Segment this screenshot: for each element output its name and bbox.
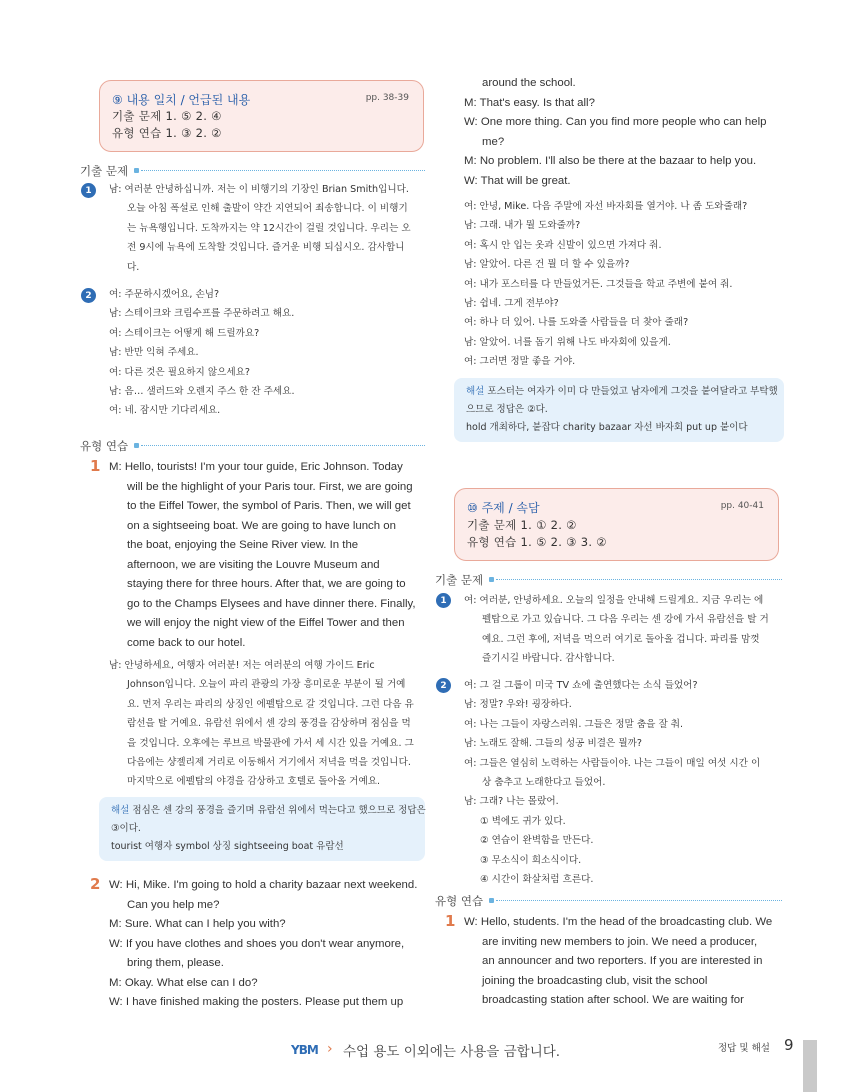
text-line: ④ 시간이 화살처럼 흐른다. xyxy=(480,874,594,886)
text-line: 람선을 탈 거예요. 유람선 위에서 센 강의 풍경을 감상하며 점심을 먹 xyxy=(127,718,411,730)
vocab-list: hold 개최하다, 붙잡다 charity bazaar 자선 바자회 put up 붙이다 xyxy=(466,422,748,433)
english-script-p2-continued xyxy=(464,74,784,191)
section-dot xyxy=(489,898,494,903)
text-line: M: Sure. What can I help you with? xyxy=(109,918,286,930)
explanation-text: 포스터는 여자가 이미 다 만들었고 남자에게 그것을 붙여달라고 부탁했 xyxy=(487,386,778,397)
korean-script-q1 xyxy=(109,180,427,277)
text-line: 남: 반만 익혀 주세요. xyxy=(109,347,199,359)
text-line: 남: 안녕하세요, 여행자 여러분! 저는 여러분의 여행 가이드 Eric xyxy=(109,660,375,671)
text-line: 남: 그래. 내가 뭘 도와줄까? xyxy=(464,220,581,232)
text-line: 여: 혹시 안 입는 옷과 신발이 있으면 가져다 줘. xyxy=(464,239,662,251)
section-dot xyxy=(489,577,494,582)
text-line: joining the broadcasting club, visit the school xyxy=(482,974,708,987)
text-line: 여: 나는 그들이 자랑스러워. 그들은 정말 춤을 잘 춰. xyxy=(464,718,684,730)
explanation-box-p1 xyxy=(99,797,425,861)
section-divider xyxy=(141,170,425,171)
explanation-text: ③이다. xyxy=(111,823,141,834)
text-line: 다. xyxy=(127,261,140,273)
text-line: ① 벽에도 귀가 있다. xyxy=(480,816,566,827)
text-line: 전 9시에 뉴욕에 도착할 것입니다. 즐거운 비행 되십시오. 감사합니 xyxy=(127,242,405,254)
text-line: 상 춤추고 노래한다고 들었어. xyxy=(482,777,606,789)
text-line: 여: 네. 잠시만 기다리세요. xyxy=(109,405,221,417)
practice-number: 1 xyxy=(445,912,456,930)
korean-script-q2 xyxy=(109,285,427,421)
answer-row-past-exam: 기출 문제 1. ① 2. ② xyxy=(467,518,577,532)
section-divider xyxy=(141,445,425,446)
text-line: 남: 여러분 안녕하십니까. 저는 이 비행기의 기장인 Brian Smith입니다. xyxy=(109,184,409,195)
text-line: afternoon, we are visiting the Louvre Museum and xyxy=(127,558,380,571)
answer-box-title: ⑨ 내용 일치 / 언급된 내용 xyxy=(112,93,251,107)
text-line: M: Hello, tourists! I'm your tour guide, Eric Johnson. Today xyxy=(109,461,403,473)
explanation-text: 점심은 센 강의 풍경을 즐기며 유람선 위에서 먹는다고 했으므로 정답은 xyxy=(132,805,426,816)
question-number-badge: 1 xyxy=(81,183,96,198)
korean-script-p2 xyxy=(464,197,784,372)
text-line: me? xyxy=(482,135,505,148)
text-line: M: That's easy. Is that all? xyxy=(464,96,595,109)
text-line: 오늘 아침 폭설로 인해 출발이 약간 지연되어 죄송합니다. 이 비행기 xyxy=(127,203,408,215)
explanation-box-p2 xyxy=(454,378,784,442)
text-line: 여: 여러분, 안녕하세요. 오늘의 일정을 안내해 드릴게요. 지금 우리는 에 xyxy=(464,595,764,606)
text-line: 요. 먼저 우리는 파리의 상징인 에펠탑으로 갈 것입니다. 그런 다음 유 xyxy=(127,698,414,710)
text-line: around the school. xyxy=(482,77,576,89)
korean-script-p1 xyxy=(109,656,427,792)
section-title-practice: 유형 연습 xyxy=(435,894,484,908)
text-line: 여: 다른 것은 필요하지 않으세요? xyxy=(109,366,251,378)
text-line: 다음에는 샹젤리제 거리로 이동해서 거기에서 저녁을 먹을 것입니다. xyxy=(127,757,411,769)
text-line: 예요. 그런 후에, 저녁을 먹으러 여기로 돌아올 겁니다. 파리를 맘껏 xyxy=(482,633,760,645)
text-line: 즐기시길 바랍니다. 감사합니다. xyxy=(482,653,615,665)
text-line: 을 것입니다. 오후에는 루브르 박물관에 가서 세 시간 있을 거예요. 그 xyxy=(127,737,414,749)
explanation-label: 해설 xyxy=(466,386,485,397)
text-line: to the Eiffel Tower, the symbol of Paris. Then, we will get xyxy=(127,500,411,512)
text-line: are inviting new members to join. We need a producer, xyxy=(482,935,758,948)
text-line: 마지막으로 에펠탑의 야경을 감상하고 호텔로 돌아올 거예요. xyxy=(127,776,381,788)
text-line: 남: 알았어. 다른 건 뭘 더 할 수 있을까? xyxy=(464,259,630,271)
section-divider xyxy=(496,900,782,901)
answer-box-9 xyxy=(99,80,424,152)
text-line: bring them, please. xyxy=(127,957,224,969)
text-line: 남: 노래도 잘해. 그들의 성공 비결은 뭘까? xyxy=(464,738,642,750)
section-title-practice: 유형 연습 xyxy=(80,439,129,453)
text-line: 남: 쉽네. 그게 전부야? xyxy=(464,298,559,310)
text-line: 펠탑으로 가고 있습니다. 그 다음 우리는 센 강에 가서 유람선을 탈 거 xyxy=(482,614,769,626)
vocab-list: tourist 여행자 symbol 상징 sightseeing boat 유람선 xyxy=(111,841,344,852)
text-line: broadcasting station after school. We are waiting for xyxy=(482,994,744,1006)
korean-script-q2 xyxy=(464,676,784,812)
explanation-label: 해설 xyxy=(111,805,130,816)
text-line: 남: 스테이크와 크림수프를 주문하려고 해요. xyxy=(109,308,295,320)
text-line: W: Hi, Mike. I'm going to hold a charity bazaar next weekend. xyxy=(109,879,418,891)
text-line: on a sightseeing boat. We are going to have lunch on xyxy=(127,519,396,532)
text-line: W: I have finished making the posters. Please put them up xyxy=(109,996,404,1008)
english-script-p2 xyxy=(109,876,427,1013)
text-line: Johnson입니다. 오늘이 파리 관광의 가장 흥미로운 부분이 될 거예 xyxy=(127,679,406,691)
answer-options xyxy=(480,812,780,890)
practice-number: 1 xyxy=(90,457,101,475)
english-script-p1 xyxy=(109,458,427,653)
text-line: 남: 정말? 우와! 굉장하다. xyxy=(464,699,572,711)
text-line: M: Okay. What else can I do? xyxy=(109,976,258,989)
english-script-p1 xyxy=(464,913,784,1011)
copyright-notice: 수업 용도 이외에는 사용을 금합니다. xyxy=(343,1044,561,1060)
korean-script-q1 xyxy=(464,591,784,669)
question-number-badge: 2 xyxy=(436,678,451,693)
page-edge-tab xyxy=(803,1040,817,1092)
text-line: 여: 그 걸 그룹이 미국 TV 쇼에 출연했다는 소식 들었어? xyxy=(464,680,698,691)
text-line: 여: 주문하시겠어요, 손님? xyxy=(109,289,220,300)
answer-row-practice: 유형 연습 1. ⑤ 2. ③ 3. ② xyxy=(467,535,607,549)
text-line: 여: 스테이크는 어떻게 해 드릴까요? xyxy=(109,327,260,339)
text-line: an announcer and two reporters. If you are interested in xyxy=(482,955,763,967)
text-line: W: One more thing. Can you find more people who can help xyxy=(464,116,767,128)
text-line: W: That will be great. xyxy=(464,174,571,187)
text-line: W: If you have clothes and shoes you don't wear anymore, xyxy=(109,937,405,950)
text-line: ③ 무소식이 희소식이다. xyxy=(480,854,582,866)
answer-box-pages: pp. 38-39 xyxy=(365,93,409,103)
question-number-badge: 2 xyxy=(81,288,96,303)
text-line: 여: 그들은 열심히 노력하는 사람들이야. 나는 그들이 매일 여섯 시간 이 xyxy=(464,757,761,769)
text-line: 여: 내가 포스터를 다 만들었거든. 그것들을 학교 주변에 붙여 줘. xyxy=(464,278,733,290)
text-line: staying there for three hours. After that, we are going to xyxy=(127,578,406,590)
section-title-past-exam: 기출 문제 xyxy=(80,164,129,178)
text-line: go to the Champs Elysees and have dinner there. Finally, xyxy=(127,597,416,610)
section-dot xyxy=(134,443,139,448)
text-line: W: Hello, students. I'm the head of the broadcasting club. We xyxy=(464,916,773,928)
answer-row-past-exam: 기출 문제 1. ⑤ 2. ④ xyxy=(112,109,222,123)
answer-box-10 xyxy=(454,488,779,561)
text-line: we will enjoy the night view of the Eiffel Tower and then xyxy=(127,617,405,629)
ybm-logo: YBM xyxy=(291,1043,318,1057)
text-line: 남: 알았어. 너를 돕기 위해 나도 바자회에 있을게. xyxy=(464,336,671,348)
explanation-text: 으므로 정답은 ②다. xyxy=(466,404,548,415)
text-line: Can you help me? xyxy=(127,898,220,911)
section-dot xyxy=(134,168,139,173)
text-line: the boat, enjoying the Seine River view. In the xyxy=(127,539,359,551)
text-line: 남: 그래? 나는 몰랐어. xyxy=(464,796,559,808)
question-number-badge: 1 xyxy=(436,593,451,608)
text-line: 는 뉴욕행입니다. 도착까지는 약 12시간이 걸릴 것입니다. 우리는 오 xyxy=(127,222,411,234)
answer-box-pages: pp. 40-41 xyxy=(720,501,764,511)
text-line: M: No problem. I'll also be there at the bazaar to help you. xyxy=(464,155,757,167)
practice-number: 2 xyxy=(90,875,101,893)
text-line: 여: 안녕, Mike. 다음 주말에 자선 바자회를 열거야. 나 좀 도와줄래? xyxy=(464,201,748,212)
text-line: ② 연습이 완벽함을 만든다. xyxy=(480,835,594,847)
text-line: 남: 음… 샐러드와 오렌지 주스 한 잔 주세요. xyxy=(109,386,295,398)
answer-box-title: ⑩ 주제 / 속담 xyxy=(467,501,540,515)
chevron-right-icon: › xyxy=(327,1041,333,1057)
page-number: 9 xyxy=(784,1036,794,1054)
section-divider xyxy=(496,579,782,580)
text-line: 여: 그러면 정말 좋을 거야. xyxy=(464,356,576,368)
answer-row-practice: 유형 연습 1. ③ 2. ② xyxy=(112,126,222,140)
text-line: will be the highlight of your Paris tour. First, we are going xyxy=(127,480,413,493)
section-title-past-exam: 기출 문제 xyxy=(435,573,484,587)
footer-section-label: 정답 및 해설 xyxy=(718,1043,770,1054)
text-line: come back to our hotel. xyxy=(127,636,246,649)
text-line: 여: 하나 더 있어. 나를 도와줄 사람들을 더 찾아 줄래? xyxy=(464,317,689,329)
